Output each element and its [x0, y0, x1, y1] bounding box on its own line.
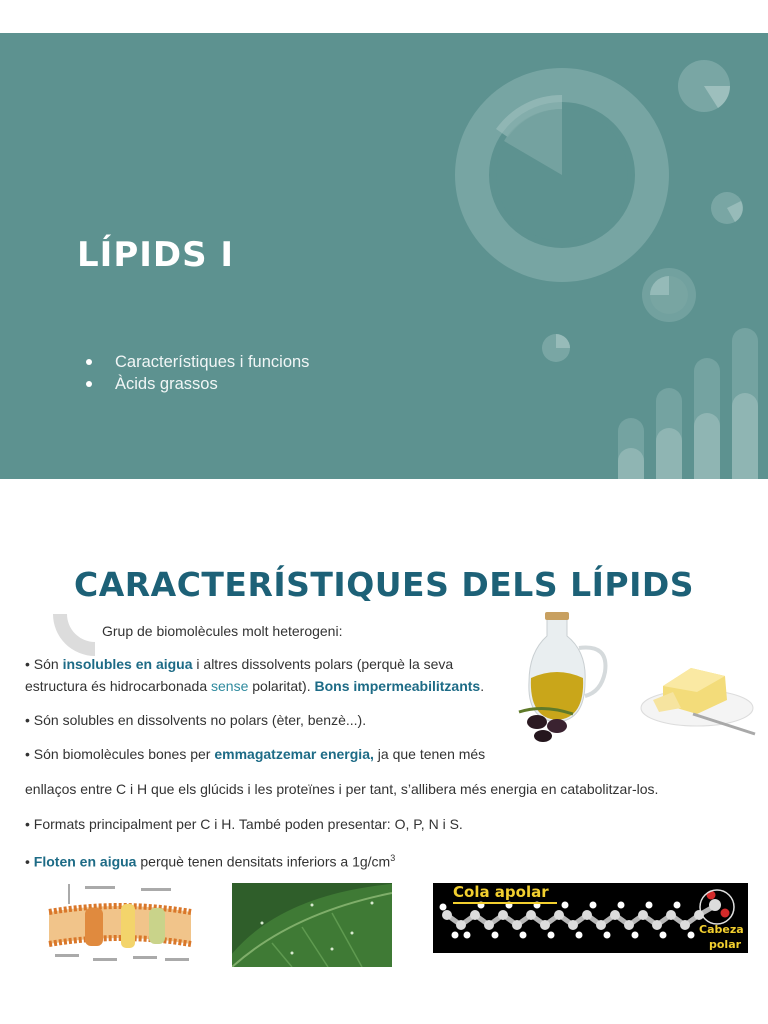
- point-insoluble: [25, 653, 453, 675]
- fatty-acid-molecule-image: [433, 883, 748, 953]
- highlight-text: Floten en aigua: [33, 853, 137, 870]
- list-item-label: Àcids grassos: [115, 375, 218, 393]
- title-slide: [0, 33, 768, 479]
- text-run: perquè tenen densitats inferiors a 1g/cm: [136, 853, 391, 870]
- point-density: [25, 847, 395, 873]
- oil-butter-image: [513, 608, 759, 750]
- list-item: [86, 373, 309, 395]
- highlight-text: insolubles en aigua: [62, 656, 193, 672]
- tail-underline: [453, 902, 557, 904]
- point-energy: [25, 743, 485, 765]
- superscript: 3: [390, 853, 396, 863]
- slide-title: LÍPIDS I: [77, 235, 235, 275]
- list-item-label: Característiques i funcions: [115, 353, 310, 371]
- point-energy-cont: enllaços entre C i H que els glúcids i les proteïnes i per tant, s’allibera més energia en catabolitzar-los.: [25, 781, 659, 797]
- section-title: CARACTERÍSTIQUES DELS LÍPIDS: [73, 565, 695, 604]
- cell-membrane-diagram: [45, 882, 195, 972]
- text-run: polaritat).: [248, 678, 315, 694]
- tail-label: Cola apolar: [453, 883, 549, 901]
- bullet-icon: [86, 359, 92, 365]
- highlight-text: Bons impermeabilitzants: [314, 678, 481, 694]
- head-label-line2: polar: [709, 938, 742, 951]
- bullet-icon: [86, 381, 92, 387]
- highlight-text: sense: [211, 678, 249, 694]
- text-run: • Són: [25, 656, 63, 672]
- head-label-line1: Cabeza: [699, 923, 744, 936]
- point-insoluble-cont: [25, 675, 484, 697]
- topic-list: [86, 351, 309, 395]
- text-run: • Són biomolècules bones per: [25, 746, 215, 762]
- point-composition: • Formats principalment per C i H. També poden presentar: O, P, N i S.: [25, 816, 463, 832]
- leaf-water-drops-image: [232, 883, 392, 967]
- text-run: i altres dissolvents polars (perquè la seva: [192, 656, 454, 672]
- intro-text: Grup de biomolècules molt heterogeni:: [102, 623, 343, 639]
- text-run: estructura és hidrocarbonada: [25, 678, 211, 694]
- text-run: .: [480, 678, 485, 694]
- quarter-circle-icon: [53, 614, 97, 658]
- highlight-text: emmagatzemar energia,: [214, 746, 374, 762]
- text-run: ja que tenen més: [373, 746, 486, 762]
- list-item: [86, 351, 309, 373]
- point-soluble: • Són solubles en dissolvents no polars (èter, benzè...).: [25, 712, 367, 728]
- text-run: •: [25, 853, 34, 870]
